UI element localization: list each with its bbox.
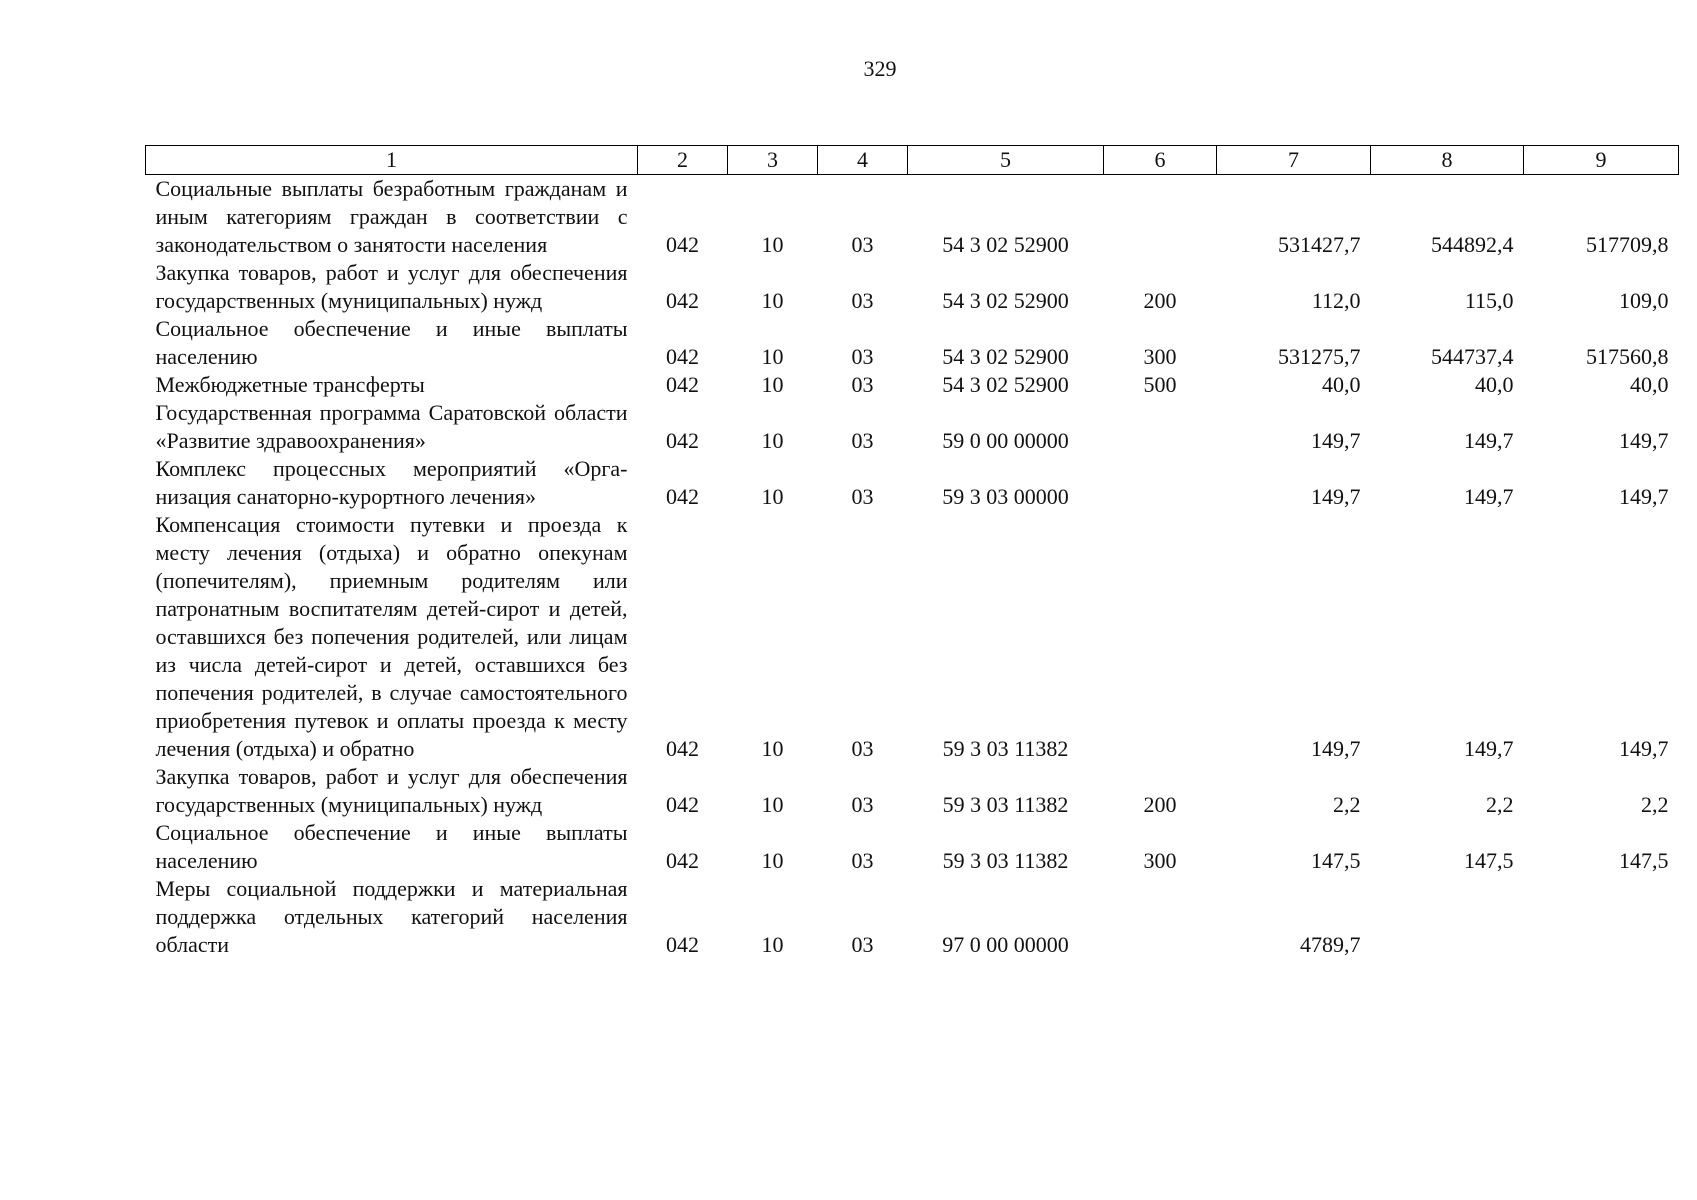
cell-subsection: 03 xyxy=(851,232,874,257)
table-row xyxy=(146,455,1679,511)
table-body xyxy=(146,175,1679,960)
cell-subsection: 03 xyxy=(851,428,874,453)
cell-target-article: 59 3 03 00000 xyxy=(942,484,1069,509)
cell-expense-type xyxy=(1104,175,1217,260)
table-row xyxy=(146,763,1679,819)
cell-section: 10 xyxy=(761,372,784,397)
cell-section: 10 xyxy=(761,848,784,873)
row-description: Закупка товаров, работ и услуг для обеспечения государственных (муниципальных) нужд xyxy=(155,764,628,817)
cell-expense-type xyxy=(1104,875,1217,959)
cell-amount-col8: 149,7 xyxy=(1464,428,1514,453)
cell-expense-type: 200 xyxy=(1143,288,1177,313)
row-description: Комплекс процессных мероприятий «Организация санаторно-курортного лечения» xyxy=(155,456,628,509)
header-row xyxy=(146,146,1679,175)
cell-amount-col9: 147,5 xyxy=(1619,848,1669,873)
cell-section: 10 xyxy=(761,484,784,509)
row-description: Межбюджетные трансферты xyxy=(155,372,425,397)
table-row xyxy=(146,819,1679,875)
table-row xyxy=(146,511,1679,763)
table-row xyxy=(146,315,1679,371)
table-row xyxy=(146,371,1679,399)
cell-amount-col8: 2,2 xyxy=(1486,792,1514,817)
page-number: 329 xyxy=(863,56,897,81)
column-header: 8 xyxy=(1371,146,1524,175)
cell-amount-col9 xyxy=(1524,875,1679,959)
cell-ministry-code: 042 xyxy=(666,372,699,397)
cell-section: 10 xyxy=(761,792,784,817)
cell-section: 10 xyxy=(761,344,784,369)
cell-amount-col7: 149,7 xyxy=(1311,736,1361,761)
column-header: 5 xyxy=(908,146,1104,175)
cell-target-article: 59 3 03 11382 xyxy=(942,848,1069,873)
cell-subsection: 03 xyxy=(851,344,874,369)
cell-amount-col8: 544737,4 xyxy=(1431,344,1514,369)
cell-subsection: 03 xyxy=(851,288,874,313)
cell-expense-type xyxy=(1104,511,1217,763)
cell-amount-col7: 40,0 xyxy=(1322,372,1361,397)
cell-target-article: 59 3 03 11382 xyxy=(942,736,1069,761)
cell-amount-col7: 147,5 xyxy=(1311,848,1361,873)
cell-ministry-code: 042 xyxy=(666,848,699,873)
cell-amount-col9: 2,2 xyxy=(1641,792,1669,817)
cell-amount-col8: 40,0 xyxy=(1475,372,1514,397)
column-header: 3 xyxy=(728,146,818,175)
cell-section: 10 xyxy=(761,736,784,761)
cell-expense-type: 300 xyxy=(1143,344,1177,369)
cell-ministry-code: 042 xyxy=(666,736,699,761)
table-row xyxy=(146,175,1679,260)
cell-subsection: 03 xyxy=(851,736,874,761)
row-description: Меры социальной поддержки и материальная поддержка отдельных категорий населения области xyxy=(155,876,628,957)
cell-expense-type xyxy=(1104,399,1217,455)
cell-amount-col9: 109,0 xyxy=(1619,288,1669,313)
table-row xyxy=(146,259,1679,315)
column-header: 6 xyxy=(1104,146,1217,175)
row-description: Закупка товаров, работ и услуг для обеспечения государственных (муниципальных) нужд xyxy=(155,260,628,313)
cell-amount-col7: 112,0 xyxy=(1311,288,1361,313)
column-header: 1 xyxy=(146,146,638,175)
column-header: 9 xyxy=(1524,146,1679,175)
cell-amount-col9: 517560,8 xyxy=(1586,344,1669,369)
cell-amount-col7: 149,7 xyxy=(1311,428,1361,453)
cell-amount-col8 xyxy=(1371,875,1524,959)
cell-ministry-code: 042 xyxy=(666,232,699,257)
row-description: Компенсация стоимости путевки и проезда к месту лечения (отдыха) и обратно опекунам (попечителям), приемным родителям или патронатным воспитателям детей-сирот и детей, оставшихся без попечения родителей, или лицам из числа детей-сирот и детей, оставшихся без попечения родителей, в случае самостоятельного приобретения путевок и оплаты проезда к месту лечения (отдыха) и обратно xyxy=(155,512,628,761)
cell-amount-col8: 149,7 xyxy=(1464,484,1514,509)
cell-target-article: 59 3 03 11382 xyxy=(942,792,1069,817)
cell-amount-col9: 149,7 xyxy=(1619,428,1669,453)
cell-expense-type xyxy=(1104,455,1217,511)
cell-target-article: 54 3 02 52900 xyxy=(942,288,1069,313)
cell-amount-col7: 531275,7 xyxy=(1278,344,1361,369)
table-row xyxy=(146,399,1679,455)
cell-ministry-code: 042 xyxy=(666,288,699,313)
cell-ministry-code: 042 xyxy=(666,344,699,369)
cell-expense-type: 300 xyxy=(1143,848,1177,873)
cell-amount-col8: 149,7 xyxy=(1464,736,1514,761)
cell-section: 10 xyxy=(761,932,784,957)
cell-target-article: 97 0 00 00000 xyxy=(942,932,1069,957)
cell-amount-col9: 149,7 xyxy=(1619,736,1669,761)
cell-target-article: 59 0 00 00000 xyxy=(942,428,1069,453)
column-header: 2 xyxy=(638,146,728,175)
cell-amount-col9: 149,7 xyxy=(1619,484,1669,509)
cell-amount-col9: 517709,8 xyxy=(1586,232,1669,257)
cell-amount-col7: 531427,7 xyxy=(1278,232,1361,257)
row-description: Государственная программа Саратовской области «Развитие здравоохранения» xyxy=(155,400,628,453)
cell-target-article: 54 3 02 52900 xyxy=(942,232,1069,257)
cell-amount-col8: 115,0 xyxy=(1464,288,1514,313)
budget-table xyxy=(145,145,1679,959)
cell-amount-col7: 149,7 xyxy=(1311,484,1361,509)
cell-section: 10 xyxy=(761,288,784,313)
table-row xyxy=(146,875,1679,959)
cell-target-article: 54 3 02 52900 xyxy=(942,344,1069,369)
column-header: 7 xyxy=(1217,146,1371,175)
cell-expense-type: 200 xyxy=(1143,792,1177,817)
cell-subsection: 03 xyxy=(851,484,874,509)
cell-subsection: 03 xyxy=(851,848,874,873)
table-header xyxy=(146,146,1679,175)
cell-subsection: 03 xyxy=(851,372,874,397)
cell-ministry-code: 042 xyxy=(666,484,699,509)
cell-amount-col9: 40,0 xyxy=(1630,372,1669,397)
cell-subsection: 03 xyxy=(851,932,874,957)
cell-section: 10 xyxy=(761,428,784,453)
row-description: Социальное обеспечение и иные выплаты населению xyxy=(155,316,628,369)
cell-amount-col7: 4789,7 xyxy=(1300,932,1361,957)
cell-ministry-code: 042 xyxy=(666,792,699,817)
cell-expense-type: 500 xyxy=(1143,372,1177,397)
cell-amount-col7: 2,2 xyxy=(1333,792,1361,817)
cell-ministry-code: 042 xyxy=(666,932,699,957)
cell-amount-col8: 147,5 xyxy=(1464,848,1514,873)
cell-ministry-code: 042 xyxy=(666,428,699,453)
column-header: 4 xyxy=(818,146,908,175)
cell-section: 10 xyxy=(761,232,784,257)
row-description: Социальные выплаты безработным гражданам и иным категориям граждан в соответствии с законодательством о занятости населения xyxy=(155,176,628,257)
cell-amount-col8: 544892,4 xyxy=(1431,232,1514,257)
cell-subsection: 03 xyxy=(851,792,874,817)
cell-target-article: 54 3 02 52900 xyxy=(942,372,1069,397)
row-description: Социальное обеспечение и иные выплаты населению xyxy=(155,820,628,873)
